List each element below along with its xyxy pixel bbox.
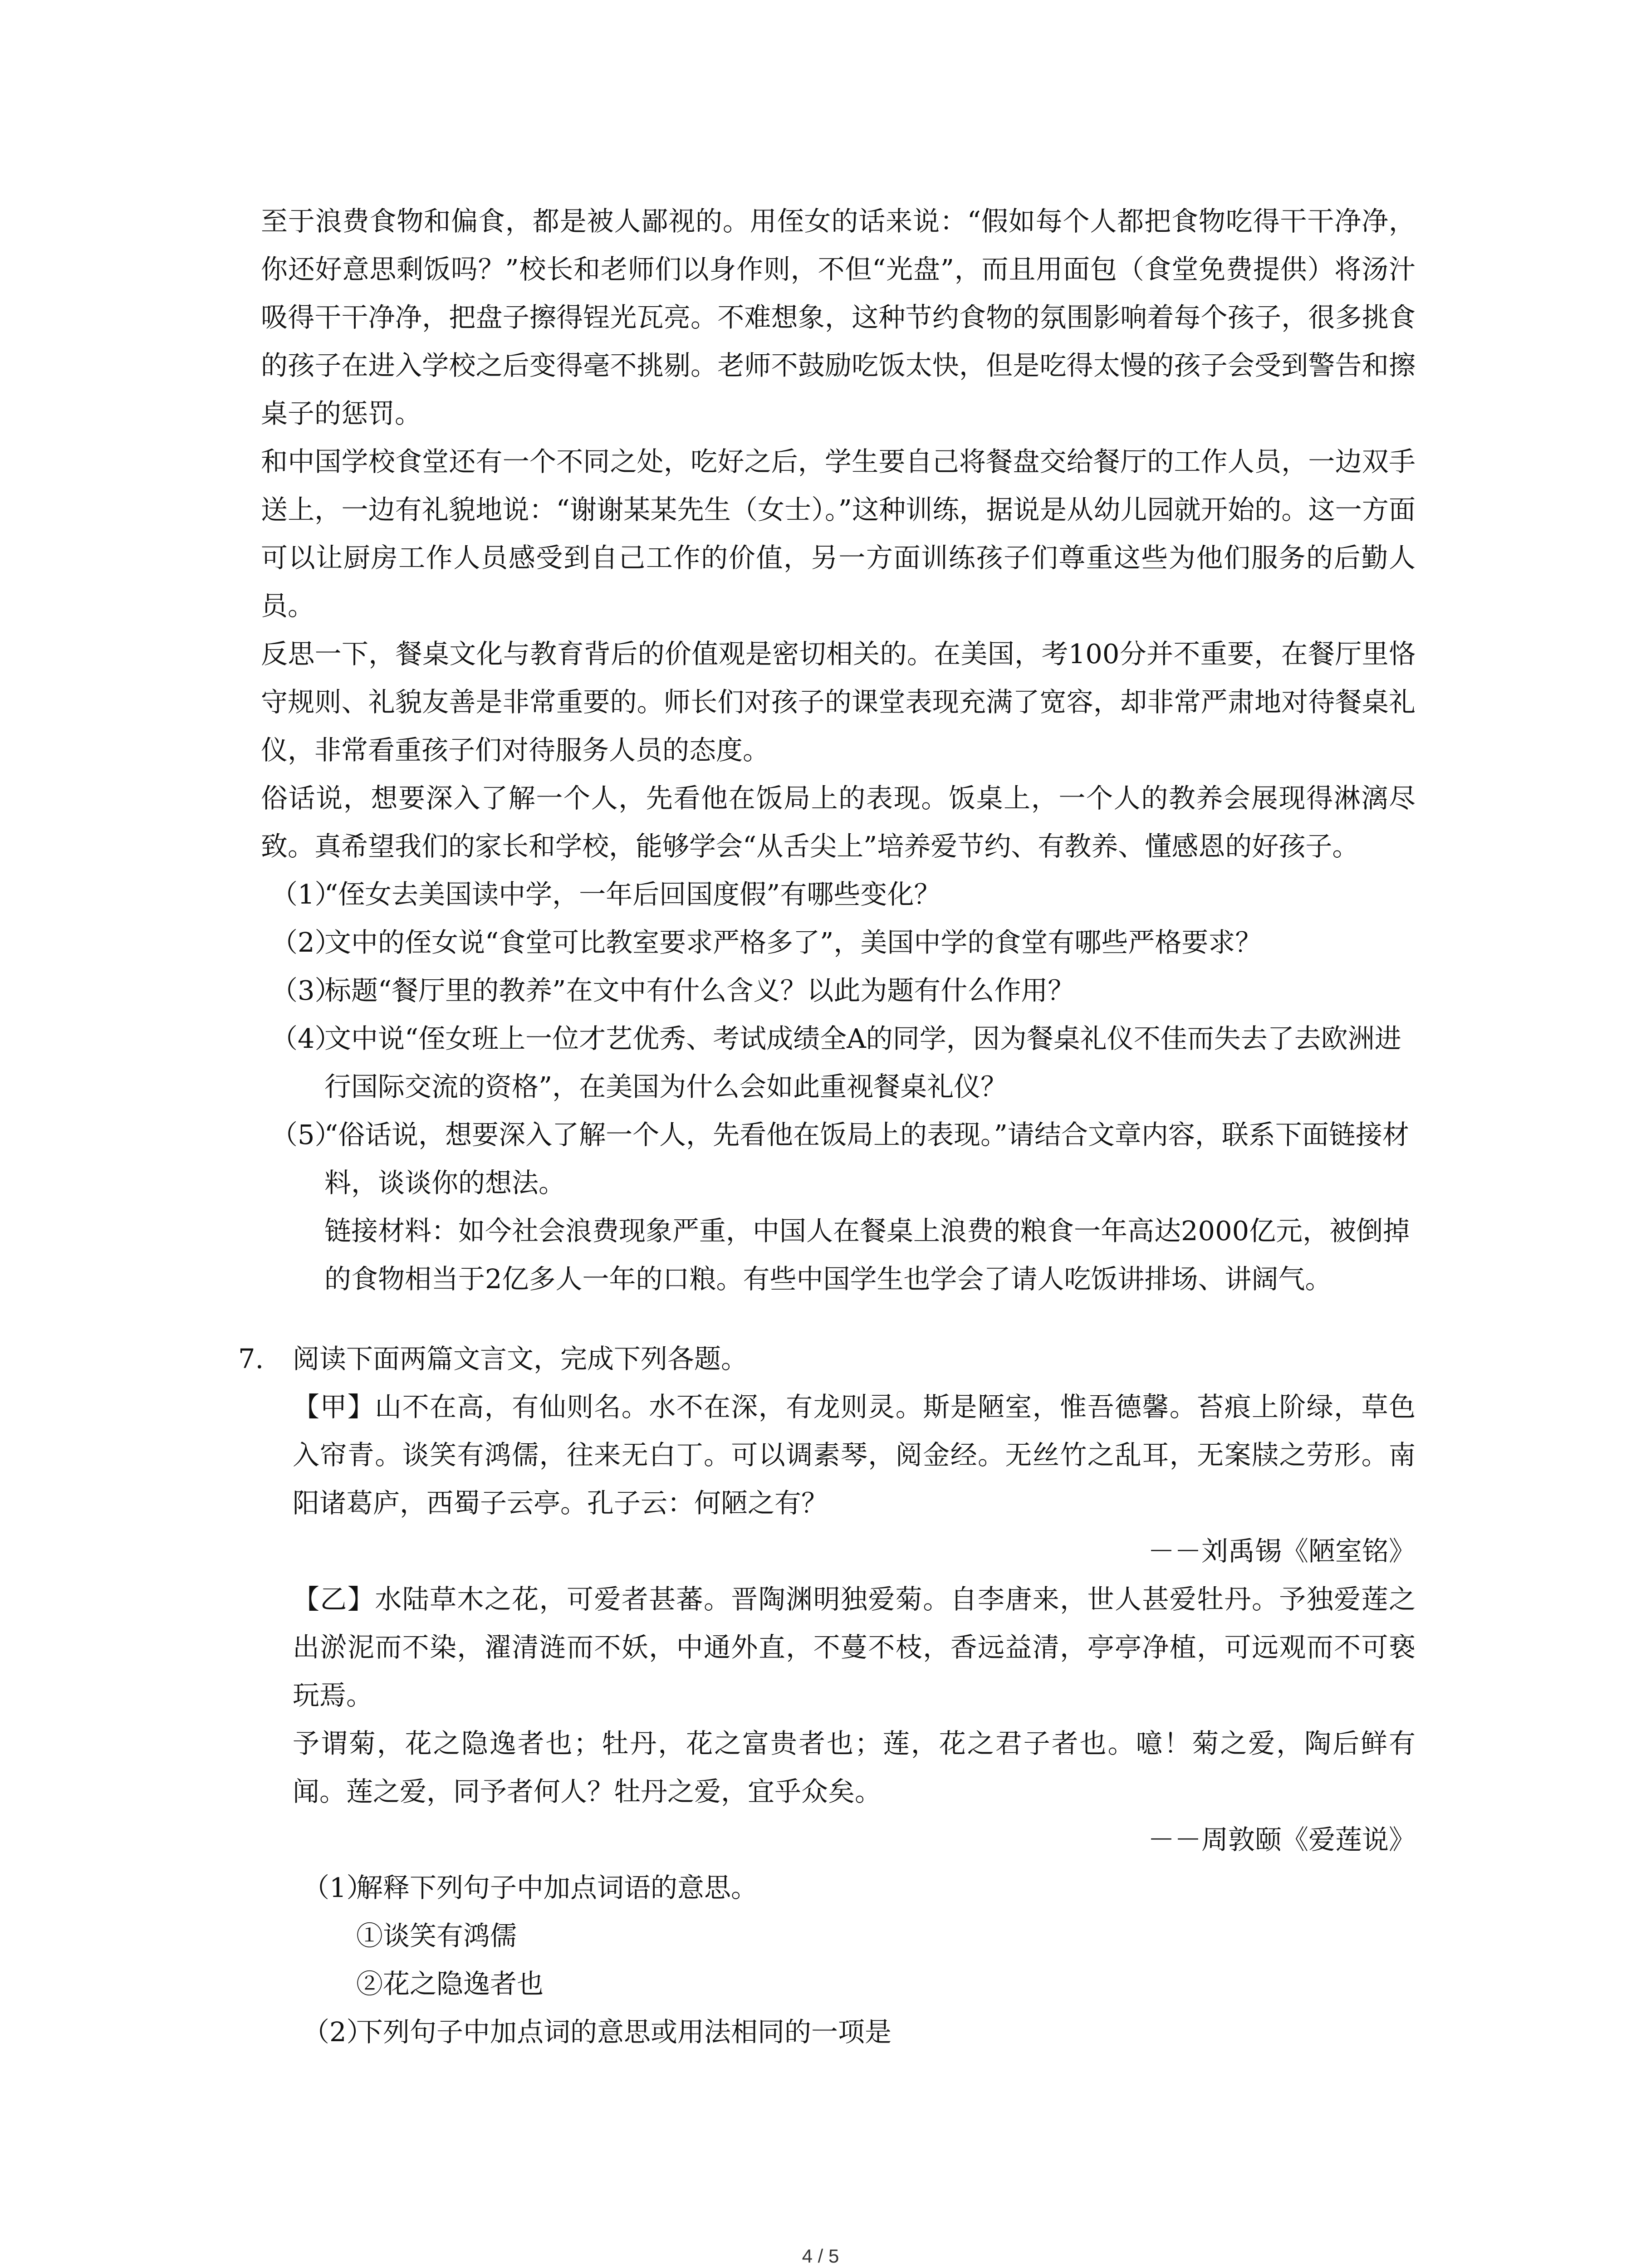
question-6-subquestions	[261, 870, 1416, 1303]
question-number: （2）	[271, 927, 342, 958]
question-text: “侄女去美国读中学，一年后回国度假”有哪些变化？	[324, 879, 941, 910]
question-number: （5）	[271, 1119, 342, 1150]
question-text: 文中说“侄女班上一位才艺优秀、考试成绩全A的同学，因为餐桌礼仪不佳而失去了去欧洲进行国际交流的资格”，在美国为什么会如此重视餐桌礼仪？	[324, 1023, 1401, 1102]
question-6-1	[261, 870, 1416, 919]
question-number: （4）	[271, 1023, 342, 1054]
question-text: 下列句子中加点词的意思或用法相同的一项是	[356, 2016, 892, 2048]
question-text: “俗话说，想要深入了解一个人，先看他在饭局上的表现。”请结合文章内容，联系下面链接材料，谈谈你的想法。	[324, 1119, 1409, 1198]
question-6-4	[261, 1015, 1416, 1111]
question-number: （3）	[271, 975, 342, 1006]
question-7	[238, 1335, 1416, 2056]
question-number: （1）	[271, 879, 342, 910]
question-7-1	[293, 1864, 1416, 1912]
question-number: 7.	[238, 1343, 264, 1374]
page-number: 4 / 5	[802, 2245, 839, 2267]
passage-yi-continued: 予谓菊，花之隐逸者也；牡丹，花之富贵者也；莲，花之君子者也。噫！菊之爱，陶后鲜有闻。莲之爱，同予者何人？牡丹之爱，宜乎众矣。	[293, 1728, 1416, 1807]
question-text: 解释下列句子中加点词语的意思。	[356, 1872, 758, 1903]
passage-yi-source: －－周敦颐《爱莲说》	[1147, 1824, 1416, 1855]
question-7-prompt: 阅读下面两篇文言文，完成下列各题。	[293, 1343, 748, 1374]
paragraph-4: 俗话说，想要深入了解一个人，先看他在饭局上的表现。饭桌上，一个人的教养会展现得淋漓尽致。真希望我们的家长和学校，能够学会“从舌尖上”培养爱节约、有教养、懂感恩的好孩子。	[261, 782, 1416, 862]
paragraph-1: 至于浪费食物和偏食，都是被人鄙视的。用侄女的话来说：“假如每个人都把食物吃得干干净净，你还好意思剩饭吗？”校长和老师们以身作则，不但“光盘”，而且用面包（食堂免费提供）将汤汁吸得干干净净，把盘子擦得锃光瓦亮。不难想象，这种节约食物的氛围影响着每个孩子，很多挑食的孩子在进入学校之后变得毫不挑剔。老师不鼓励吃饭太快，但是吃得太慢的孩子会受到警告和擦桌子的惩罚。	[261, 205, 1416, 429]
passage-yi: 【乙】水陆草木之花，可爱者甚蕃。晋陶渊明独爱菊。自李唐来，世人甚爱牡丹。予独爱莲之出淤泥而不染，濯清涟而不妖，中通外直，不蔓不枝，香远益清，亭亭净植，可远观而不可亵玩焉。	[293, 1584, 1416, 1711]
link-material: 链接材料：如今社会浪费现象严重，中国人在餐桌上浪费的粮食一年高达2000亿元，被倒掉的食物相当于2亿多人一年的口粮。有些中国学生也学会了请人吃饭讲排场、讲阔气。	[324, 1215, 1410, 1295]
question-6-3	[261, 967, 1416, 1015]
spacer	[261, 1303, 1416, 1335]
passage-jia-source: －－刘禹锡《陋室铭》	[1147, 1535, 1416, 1567]
paragraph-3: 反思一下，餐桌文化与教育背后的价值观是密切相关的。在美国，考100分并不重要，在餐厅里恪守规则、礼貌友善是非常重要的。师长们对孩子的课堂表现充满了宽容，却非常严肃地对待餐桌礼仪，非常看重孩子们对待服务人员的态度。	[261, 638, 1416, 766]
passage-jia: 【甲】山不在高，有仙则名。水不在深，有龙则灵。斯是陋室，惟吾德馨。苔痕上阶绿，草色入帘青。谈笑有鸿儒，往来无白丁。可以调素琴，阅金经。无丝竹之乱耳，无案牍之劳形。南阳诸葛庐，西蜀子云亭。孔子云：何陋之有？	[293, 1391, 1416, 1519]
question-7-1-item-a: ①谈笑有鸿儒	[356, 1920, 517, 1951]
page-content	[238, 197, 1416, 2056]
question-number: （2）	[303, 2016, 373, 2048]
question-text: 文中的侄女说“食堂可比教室要求严格多了”，美国中学的食堂有哪些严格要求？	[324, 927, 1262, 958]
question-7-2	[293, 2008, 1416, 2056]
paragraph-2: 和中国学校食堂还有一个不同之处，吃好之后，学生要自己将餐盘交给餐厅的工作人员，一边双手送上，一边有礼貌地说：“谢谢某某先生（女士）。”这种训练，据说是从幼儿园就开始的。这一方面可以让厨房工作人员感受到自己工作的价值，另一方面训练孩子们尊重这些为他们服务的后勤人员。	[261, 446, 1416, 621]
question-6-2	[261, 919, 1416, 967]
question-6-5	[261, 1111, 1416, 1207]
question-text: 标题“餐厅里的教养”在文中有什么含义？以此为题有什么作用？	[324, 975, 1075, 1006]
question-7-1-item-b: ②花之隐逸者也	[356, 1968, 544, 1999]
question-number: （1）	[303, 1872, 373, 1903]
